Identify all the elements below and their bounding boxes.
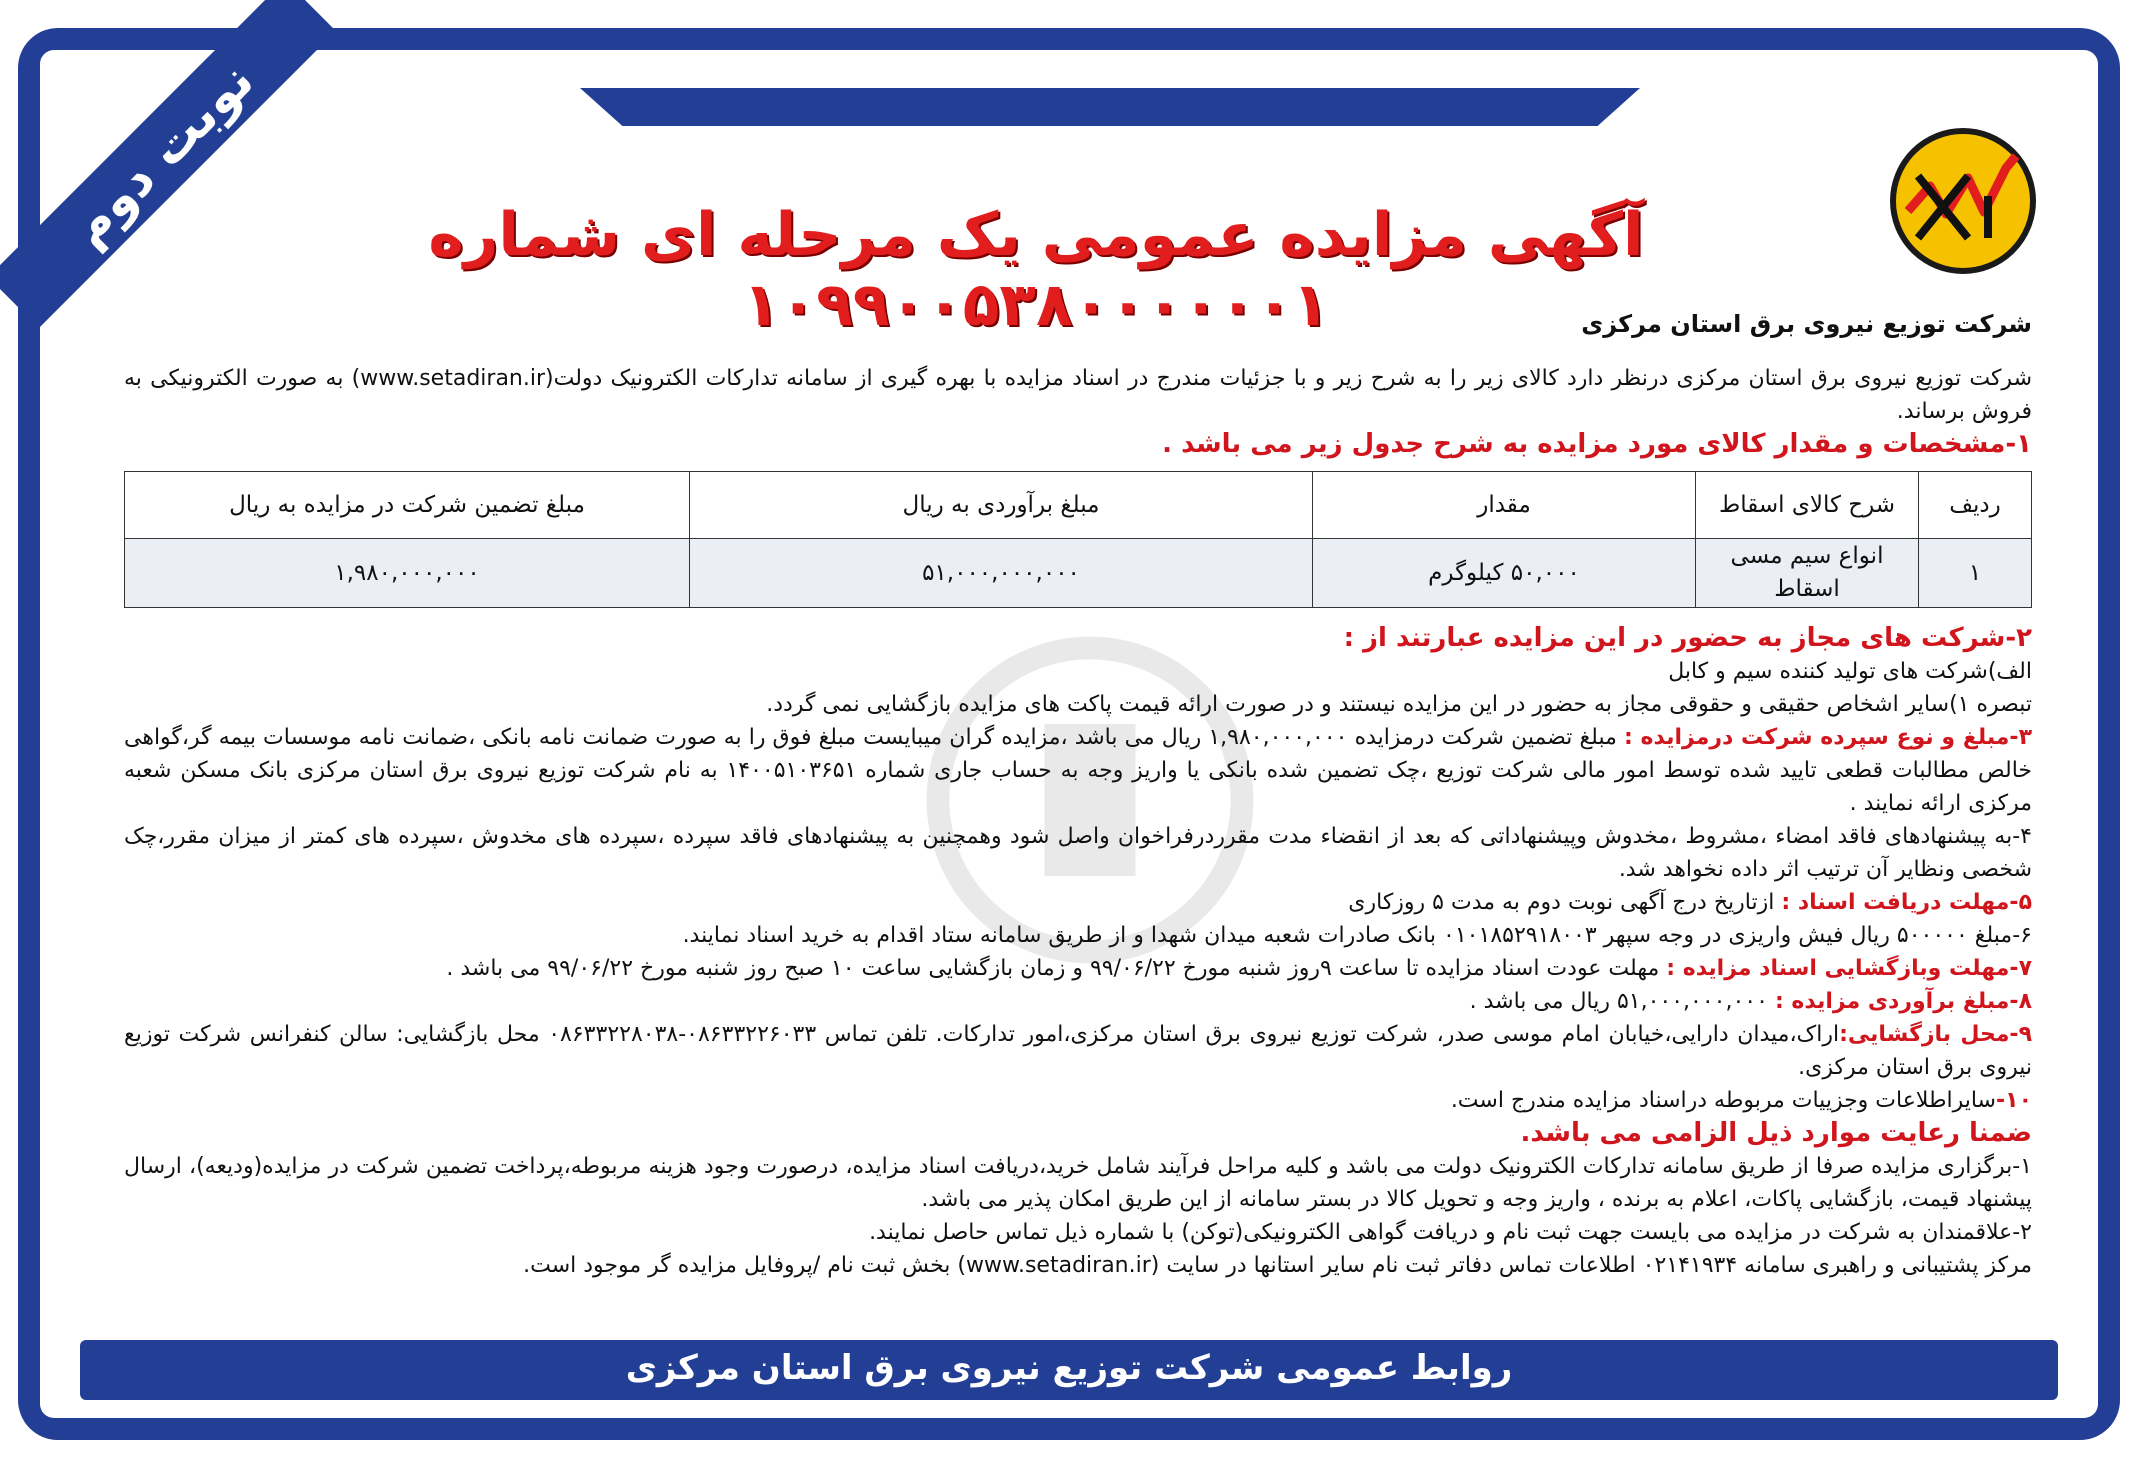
power-company-logo-icon [1888,126,2038,276]
table-header-cell: مقدار [1313,472,1696,539]
requirement-2: ۲-علاقمندان به شرکت در مزایده می بایست جهت ثبت نام و دریافت گواهی الکترونیکی(توکن) با شماره ذیل تماس حاصل نمایند. [869,1220,2032,1245]
table-row [125,539,2032,608]
section-2-item-a: الف)شرکت های تولید کننده سیم و کابل [1668,659,2032,684]
section-5 [124,886,2032,919]
top-band [580,88,1640,126]
section-3-text: مبلغ تضمین شرکت درمزایده ۱,۹۸۰,۰۰۰,۰۰۰ ریال می باشد ،مزایده گران میبایست مبلغ فوق را به صورت ضمانت نامه بانکی ،ضمانت نامه موسسات بیمه گر،گواهی خالص مطالبات قطعی تایید شده توسط امور مالی شرکت توزیع ،چک تضمین شده بانکی یا واریز وجه به حساب جاری شماره ۱۴۰۰۵۱۰۳۶۵۱ به نام شرکت توزیع نیروی برق استان مرکزی بانک مسکن شعبه مرکزی ارائه نمایند . [124,725,2033,816]
table-cell: ۵۰,۰۰۰ کیلوگرم [1313,539,1696,608]
table-header-cell: مبلغ برآوردی به ریال [690,472,1313,539]
section-8 [124,985,2032,1018]
section-9 [124,1018,2032,1084]
table-header-cell: ردیف [1919,472,2032,539]
section-2-heading: ۲-شرکت های مجاز به حضور در این مزایده عبارتند از : [1343,623,2032,653]
section-10 [124,1084,2032,1117]
table-cell: انواع سیم مسی اسقاط [1696,539,1919,608]
section-3 [124,721,2032,820]
section-3-heading: ۳-مبلغ و نوع سپرده شرکت درمزایده : [1623,725,2033,750]
section-10-text: سایراطلاعات وجزییات مربوطه دراسناد مزایده مندرج است. [1450,1088,1996,1113]
section-5-text: ازتاریخ درج آگهی نوبت دوم به مدت ۵ روزکاری [1348,890,1775,915]
requirements-heading: ضمنا رعایت موارد ذیل الزامی می باشد. [1520,1118,2032,1148]
table-header-cell: مبلغ تضمین شرکت در مزایده به ریال [125,472,690,539]
section-7-text: مهلت عودت اسناد مزایده تا ساعت ۹روز شنبه مورخ ۹۹/۰۶/۲۲ و زمان بازگشایی ساعت ۱۰ صبح روز شنبه مورخ ۹۹/۰۶/۲۲ می باشد . [446,956,1660,981]
section-2-note: تبصره ۱)سایر اشخاص حقیقی و حقوقی مجاز به حضور در این مزایده نیستند و در صورت ارائه قیمت پاکت های مزایده بازگشایی نمی گردد. [766,692,2032,717]
section-9-heading: ۹-محل بازگشایی: [1839,1022,2033,1047]
section-1-heading: ۱-مشخصات و مقدار کالای مورد مزایده به شرح جدول زیر می باشد . [1162,429,2032,459]
requirement-1: ۱-برگزاری مزایده صرفا از طریق سامانه تدارکات الکترونیک دولت می باشد و کلیه مراحل فرآیند شامل خرید،دریافت اسناد مزایده، درصورت وجود هزینه مربوطه،پرداخت تضمین شرکت در مزایده(ودیعه)، ارسال پیشنهاد قیمت، بازگشایی پاکات، اعلام به برنده ، واریز وجه و تحویل کالا در بستر سامانه از این طریق امکان پذیر می باشد. [124,1154,2032,1212]
section-6: ۶-مبلغ ۵۰۰۰۰۰ ریال فیش واریزی در وجه سپهر ۰۱۰۱۸۵۲۹۱۸۰۰۳ بانک صادرات شعبه میدان شهدا و از طریق سامانه ستاد اقدام به خرید اسناد نمایند. [682,923,2032,948]
table-cell: ۱,۹۸۰,۰۰۰,۰۰۰ [125,539,690,608]
section-7-heading: ۷-مهلت وبازگشایی اسناد مزایده : [1666,956,2032,981]
section-8-text: ۵۱,۰۰۰,۰۰۰,۰۰۰ ریال می باشد . [1469,989,1768,1014]
support-contact: مرکز پشتیبانی و راهبری سامانه ۰۲۱۴۱۹۳۴ اطلاعات تماس دفاتر ثبت نام سایر استانها در سایت (www.setadiran.ir) بخش ثبت نام /پروفایل مزایده گر موجود است. [523,1253,2032,1278]
table-header-cell: شرح کالای اسقاط [1696,472,1919,539]
intro-paragraph: شرکت توزیع نیروی برق استان مرکزی درنظر دارد کالای زیر را به شرح زیر و با جزئیات مندرج در اسناد مزایده با بهره گیری از سامانه تدارکات الکترونیک دولت(www.setadiran.ir) به صورت الکترونیکی به فروش برساند. [124,366,2033,424]
notice-title: آگهی مزایده عمومی یک مرحله ای شماره ۱۰۹۹۰۰۵۳۸۰۰۰۰۰۰۱ [428,200,1644,340]
notice-page [40,50,2098,1418]
notice-body [124,362,2032,1282]
footer-text: روابط عمومی شرکت توزیع نیروی برق استان مرکزی [625,1348,1513,1388]
section-5-heading: ۵-مهلت دریافت اسناد : [1781,890,2032,915]
company-name: شرکت توزیع نیروی برق استان مرکزی [1581,310,2032,338]
table-header-row [125,472,2032,539]
table-cell: ۱ [1919,539,2032,608]
table-cell: ۵۱,۰۰۰,۰۰۰,۰۰۰ [690,539,1313,608]
second-round-ribbon: نوبت دوم [0,0,336,328]
section-8-heading: ۸-مبلغ برآوردی مزایده : [1774,989,2032,1014]
items-table [124,471,2032,608]
section-4: ۴-به پیشنهادهای فاقد امضاء ،مشروط ،مخدوش وپیشنهاداتی که بعد از انقضاء مدت مقرردرفراخوان واصل شود وهمچنین به پیشنهادهای فاقد سپرده ،سپرده های مخدوش ،سپرده های کمتر از میزان مقرر،چک شخصی ونظایر آن ترتیب اثر داده نخواهد شد. [124,824,2032,882]
footer-bar [80,1340,2058,1400]
section-9-text: اراک،میدان دارایی،خیابان امام موسی صدر، شرکت توزیع نیروی برق استان مرکزی،امور تدارکات. تلفن تماس ۰۸۶۳۳۲۲۶۰۳۳-۰۸۶۳۳۲۲۸۰۳۸ محل بازگشایی: سالن کنفرانس شرکت توزیع نیروی برق استان مرکزی. [124,1022,2032,1080]
section-7 [124,952,2032,985]
section-10-heading: ۱۰- [1996,1088,2032,1113]
